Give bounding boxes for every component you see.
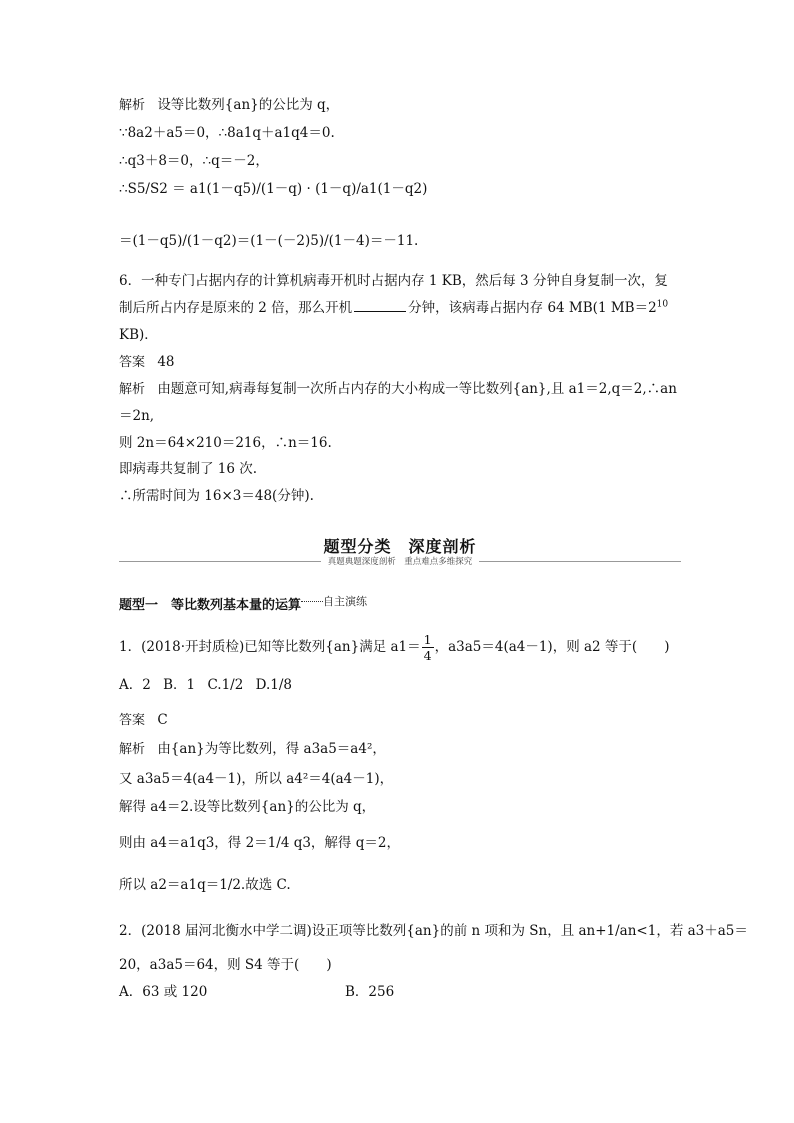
prev-solution-formula: ＝(1－q5)/(1－q2)＝(1－(－2)5)/(1－4)＝－11. bbox=[119, 233, 419, 249]
question-1-solution-2 bbox=[119, 770, 393, 788]
fraction-numerator: 1 bbox=[423, 632, 432, 647]
daan-label: 答案 bbox=[119, 713, 146, 728]
choice-d[interactable]: D.1/8 bbox=[255, 677, 292, 693]
question-text: 1．(2018·开封质检)已知等比数列{an}满足 a1＝ bbox=[119, 639, 421, 655]
solution-text: ∴所需时间为 16×3＝48(分钟). bbox=[119, 488, 314, 504]
choice-a[interactable]: A．63 或 120 bbox=[119, 984, 208, 1000]
question-1-solution-1 bbox=[119, 740, 386, 759]
answer-blank[interactable] bbox=[354, 299, 406, 312]
question-text: ，a3a5＝4(a4－1)，则 a2 等于( ) bbox=[434, 639, 670, 655]
question-2-stem-2 bbox=[119, 956, 332, 974]
question-1-choices bbox=[119, 676, 300, 694]
question-6-line-3 bbox=[119, 326, 158, 344]
type-tag: 自主演练 bbox=[323, 595, 368, 608]
prev-solution-text: ∴q3＋8＝0，∴q＝－2， bbox=[119, 153, 269, 169]
answer-value: 48 bbox=[157, 354, 175, 370]
question-1-solution-4 bbox=[119, 834, 400, 852]
question-6-line-2 bbox=[119, 299, 668, 317]
choice-b[interactable]: B．256 bbox=[345, 984, 395, 1000]
prev-solution-line-1 bbox=[119, 96, 339, 115]
choice-a[interactable]: A．2 bbox=[119, 677, 151, 693]
jiexi-label: 解析 bbox=[119, 98, 146, 113]
fraction bbox=[422, 632, 434, 663]
solution-text: 由{an}为等比数列，得 a3a5＝a4²， bbox=[157, 741, 386, 757]
question-6-solution-2 bbox=[119, 407, 154, 425]
question-1-solution-3 bbox=[119, 798, 375, 816]
fraction-denominator: 4 bbox=[423, 648, 432, 663]
jiexi-label: 解析 bbox=[119, 382, 146, 397]
question-text: 2．(2018 届河北衡水中学二调)设正项等比数列{an}的前 n 项和为 Sn，且 an+1/an<1，若 a3＋a5＝ bbox=[119, 923, 748, 939]
solution-text: 则 2n＝64×210＝216，∴n＝16. bbox=[119, 435, 332, 451]
prev-solution-formula: ∴S5/S2 ＝ a1(1－q5)/(1－q) · (1－q)/a1(1－q2) bbox=[119, 181, 428, 197]
question-2-stem-1 bbox=[119, 922, 748, 940]
type-title: 题型一 等比数列基本量的运算 bbox=[119, 598, 302, 613]
question-6-solution-3 bbox=[119, 434, 332, 452]
solution-text: 所以 a2＝a1q＝1/2.故选 C. bbox=[119, 877, 291, 893]
question-1-answer bbox=[119, 711, 168, 730]
question-1-solution-5 bbox=[119, 876, 291, 894]
choice-b[interactable]: B．1 bbox=[163, 677, 196, 693]
choice-c[interactable]: C.1/2 bbox=[207, 677, 244, 693]
section-banner bbox=[119, 534, 681, 572]
question-text: KB)． bbox=[119, 327, 158, 343]
exponent: 10 bbox=[656, 299, 669, 310]
question-6-answer bbox=[119, 353, 175, 372]
prev-solution-text: ∵8a2＋a5＝0，∴8a1q＋a1q4＝0. bbox=[119, 125, 335, 141]
question-6-solution-4 bbox=[119, 460, 257, 478]
question-text: 分钟，该病毒占据内存 64 MB(1 MB＝2 bbox=[408, 300, 657, 316]
section-subtitle: 真题典题深度剖析 重点难点多维探究 bbox=[327, 557, 473, 567]
solution-text: 又 a3a5＝4(a4－1)，所以 a4²＝4(a4－1)， bbox=[119, 771, 394, 787]
jiexi-label: 解析 bbox=[119, 742, 146, 757]
question-2-choices bbox=[119, 983, 207, 1001]
solution-text: 由题意可知,病毒每复制一次所占内存的大小构成一等比数列{an},且 a1＝2,q＝2,∴an bbox=[157, 381, 677, 397]
question-text: 制后所占内存是原来的 2 倍，那么开机 bbox=[119, 300, 353, 316]
question-6-line-1 bbox=[119, 272, 668, 290]
question-6-solution-5 bbox=[119, 487, 314, 505]
question-text: 6．一种专门占据内存的计算机病毒开机时占据内存 1 KB，然后每 3 分钟自身复制一次，复 bbox=[119, 273, 668, 289]
answer-value: C bbox=[157, 712, 168, 728]
prev-solution-line-5 bbox=[119, 232, 418, 250]
type-1-heading bbox=[119, 596, 367, 615]
divider bbox=[479, 561, 681, 562]
solution-text: 解得 a4＝2.设等比数列{an}的公比为 q， bbox=[119, 799, 376, 815]
solution-text: 即病毒共复制了 16 次. bbox=[119, 461, 258, 477]
question-6-solution-1 bbox=[119, 380, 677, 399]
daan-label: 答案 bbox=[119, 355, 146, 370]
prev-solution-line-2 bbox=[119, 124, 335, 142]
section-title: 题型分类 深度剖析 bbox=[323, 537, 477, 556]
solution-text: 则由 a4＝a1q3，得 2＝1/4 q3，解得 q＝2， bbox=[119, 835, 400, 851]
prev-solution-line-4 bbox=[119, 180, 427, 198]
arrow-icon bbox=[301, 601, 323, 602]
question-text: 20，a3a5＝64，则 S4 等于( ) bbox=[119, 957, 332, 973]
prev-solution-text: 设等比数列{an}的公比为 q， bbox=[157, 97, 340, 113]
question-2-choice-b bbox=[345, 983, 394, 1001]
solution-text: ＝2n, bbox=[119, 408, 155, 424]
question-1-stem bbox=[119, 632, 669, 663]
prev-solution-line-3 bbox=[119, 152, 269, 170]
